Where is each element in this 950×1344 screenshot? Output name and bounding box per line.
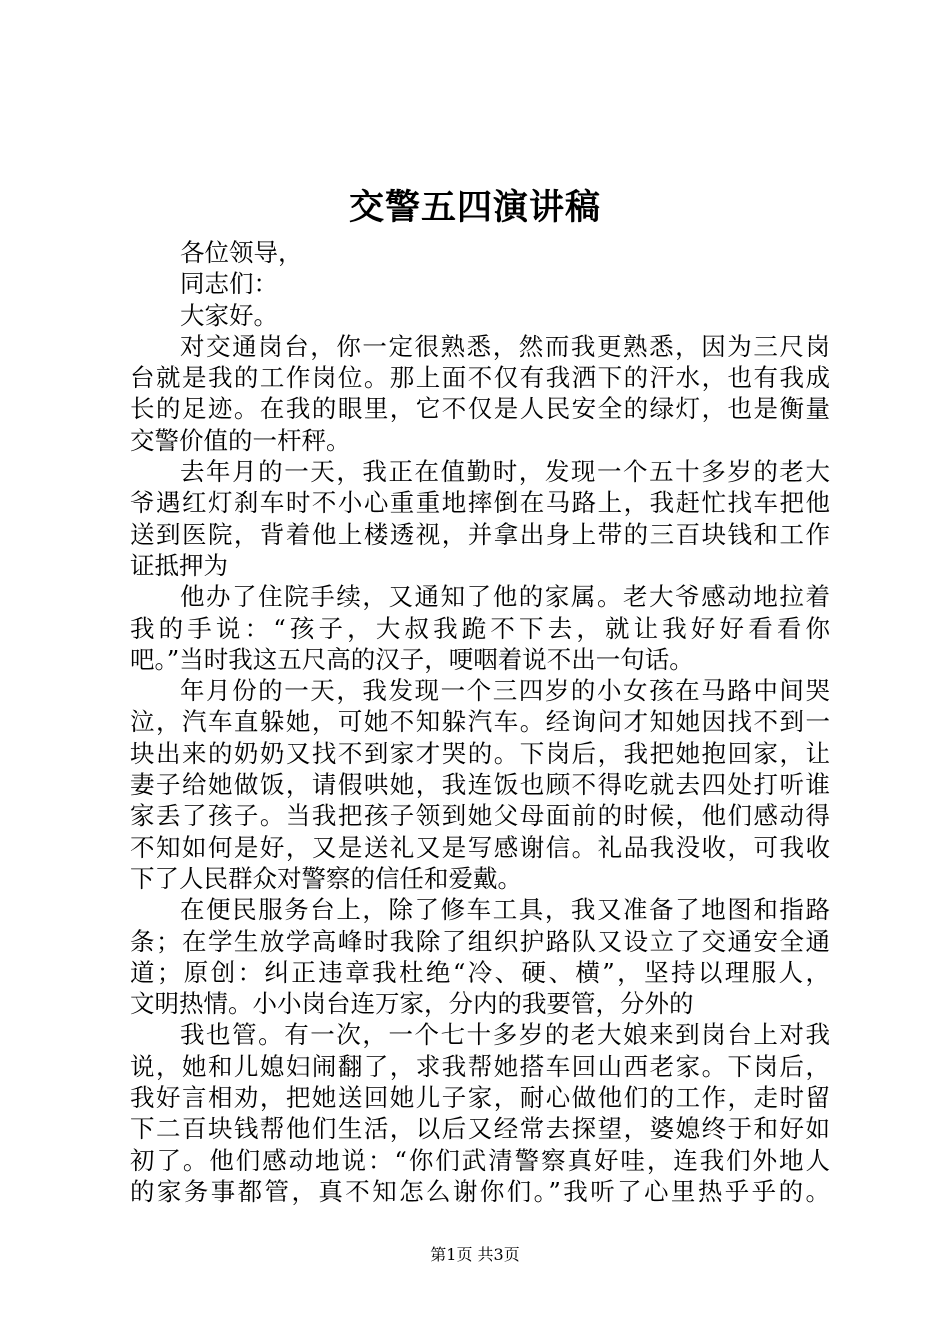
page-footer: 第1页 共3页 <box>430 1245 520 1264</box>
text-line: 证抵押为 <box>130 550 228 580</box>
text-line: 年月份的一天，我发现一个三四岁的小女孩在马路中间哭 <box>180 676 830 706</box>
document-body <box>130 237 830 1207</box>
text-line: 家丢了孩子。当我把孩子领到她父母面前的时候，他们感动得 <box>130 801 830 831</box>
text-line: 各位领导， <box>180 238 303 267</box>
text-line: 文明热情。小小岗台连万家，分内的我要管，分外的 <box>130 989 694 1019</box>
text-line: 吧。”当时我这五尺高的汉子，哽咽着说不出一句话。 <box>130 644 694 674</box>
text-line: 大家好。 <box>180 300 278 330</box>
text-line: 泣，汽车直躲她，可她不知躲汽车。经询问才知她因找不到一 <box>130 707 830 737</box>
text-line: 下了人民群众对警察的信任和爱戴。 <box>130 863 522 893</box>
text-line: 不知如何是好，又是送礼又是写感谢信。礼品我没收，可我收 <box>130 832 830 862</box>
text-line: 妻子给她做饭，请假哄她，我连饭也顾不得吃就去四处打听谁 <box>130 770 830 800</box>
text-line: 块出来的奶奶又找不到家才哭的。下岗后，我把她抱回家，让 <box>130 738 830 768</box>
text-line: 同志们： <box>180 269 278 299</box>
text-line: 在便民服务台上，除了修车工具，我又准备了地图和指路 <box>180 895 830 925</box>
text-line: 我好言相劝，把她送回她儿子家，耐心做他们的工作，走时留 <box>130 1083 830 1113</box>
text-line: 爷遇红灯刹车时不小心重重地摔倒在马路上，我赶忙找车把他 <box>130 488 830 518</box>
text-line: 的家务事都管，真不知怎么谢你们。”我听了心里热乎乎的。 <box>130 1176 830 1206</box>
text-line: 对交通岗台，你一定很熟悉，然而我更熟悉，因为三尺岗 <box>180 331 830 361</box>
text-line: 条；在学生放学高峰时我除了组织护路队又设立了交通安全通 <box>130 926 830 956</box>
text-line: 道；原创：纠正违章我杜绝“冷、硬、横”，坚持以理服人， <box>130 957 830 987</box>
text-line: 台就是我的工作岗位。那上面不仅有我洒下的汗水，也有我成 <box>130 363 830 393</box>
text-line: 送到医院，背着他上楼透视，并拿出身上带的三百块钱和工作 <box>130 519 830 549</box>
text-line: 说，她和儿媳妇闹翻了，求我帮她搭车回山西老家。下岗后， <box>130 1051 830 1081</box>
text-line: 交警价值的一杆秤。 <box>130 425 351 455</box>
text-line: 我也管。有一次，一个七十多岁的老大娘来到岗台上对我 <box>180 1020 830 1050</box>
text-line: 长的足迹。在我的眼里，它不仅是人民安全的绿灯，也是衡量 <box>130 394 830 424</box>
text-line: 我的手说：“孩子，大叔我跪不下去，就让我好好看看你 <box>130 613 830 643</box>
document-title: 交警五四演讲稿 <box>348 187 601 228</box>
text-line: 他办了住院手续，又通知了他的家属。老大爷感动地拉着 <box>180 582 830 612</box>
text-line: 初了。他们感动地说：“你们武清警察真好哇，连我们外地人 <box>130 1145 830 1175</box>
text-line: 下二百块钱帮他们生活，以后又经常去探望，婆媳终于和好如 <box>130 1114 830 1144</box>
text-line: 去年月的一天，我正在值勤时，发现一个五十多岁的老大 <box>180 457 830 487</box>
